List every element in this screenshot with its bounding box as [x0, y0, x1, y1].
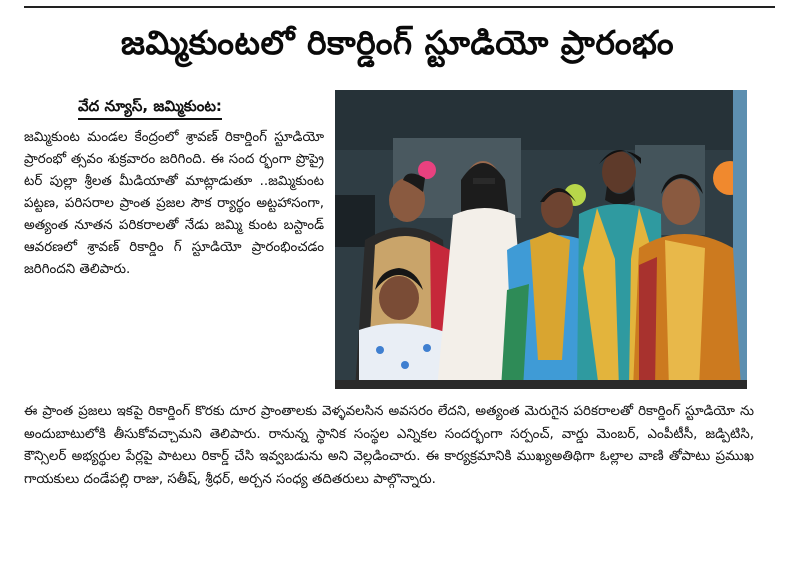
floor [335, 380, 747, 389]
article-full-width [24, 401, 754, 491]
article-column [24, 127, 324, 397]
article-byline: వేద న్యూస్, జమ్మికుంట: [78, 96, 222, 120]
article-photo [335, 90, 747, 389]
full-width-text: ఈ ప్రాంత ప్రజలు ఇకపై రికార్డింగ్ కొరకు దూర ప్రాంతాలకు వెళ్ళవలసిన అవసరం లేదని, అత్యంత మెరుగైన పరికరాలతో రికార్డింగ్ స్టూడియో ను అందుబాటులోకి తీసుకోవచ్చామని తెలిపారు. రానున్న స్థానిక సంస్థల ఎన్నికల సందర్భంగా సర్పంచ్, వార్డు మెంబర్, ఎంపీటీసీ, జడ్పిటిసి, కౌన్సిలర్ అభ్యర్థుల పేర్లపై పాటలు రికార్డ్ చేసి ఇవ్వబడును అని వెల్లడించారు. ఈ కార్యక్రమానికి ముఖ్యఅతిథిగా ఓల్లాల వాణి తోపాటు ప్రముఖ గాయకులు దండేపల్లి రాజు, సతీష్, శ్రీధర్, అర్చన సంధ్య తదితరులు పాల్గొన్నారు. [24, 404, 754, 487]
top-rule [24, 6, 775, 8]
group-photo-illustration [335, 90, 747, 389]
article-headline: జమ్మికుంటలో రికార్డింగ్ స్టూడియో ప్రారంభం [120, 23, 675, 62]
column-text: జమ్మికుంట మండల కేంద్రంలో శ్రావణ్ రికార్డింగ్ స్టూడియో ప్రారంభో త్సవం శుక్రవారం జరిగింది. ఈ సంద ర్భంగా ప్రొప్రై టర్ పుల్లా శ్రీలత మీడియాతో మాట్లాడుతూ ..జమ్మికుంట పట్టణ, పరిసరాల ప్రాంత ప్రజల సౌక ర్యార్థం అట్టహాసంగా, అత్యంత నూతన పరికరాలతో నేడు జమ్మి కుంట బస్టాండ్ ఆవరణలో శ్రావణ్ రికార్డిం గ్ స్టూడియో ప్రారంభించడం జరిగిందని తెలిపారు. [24, 130, 324, 277]
